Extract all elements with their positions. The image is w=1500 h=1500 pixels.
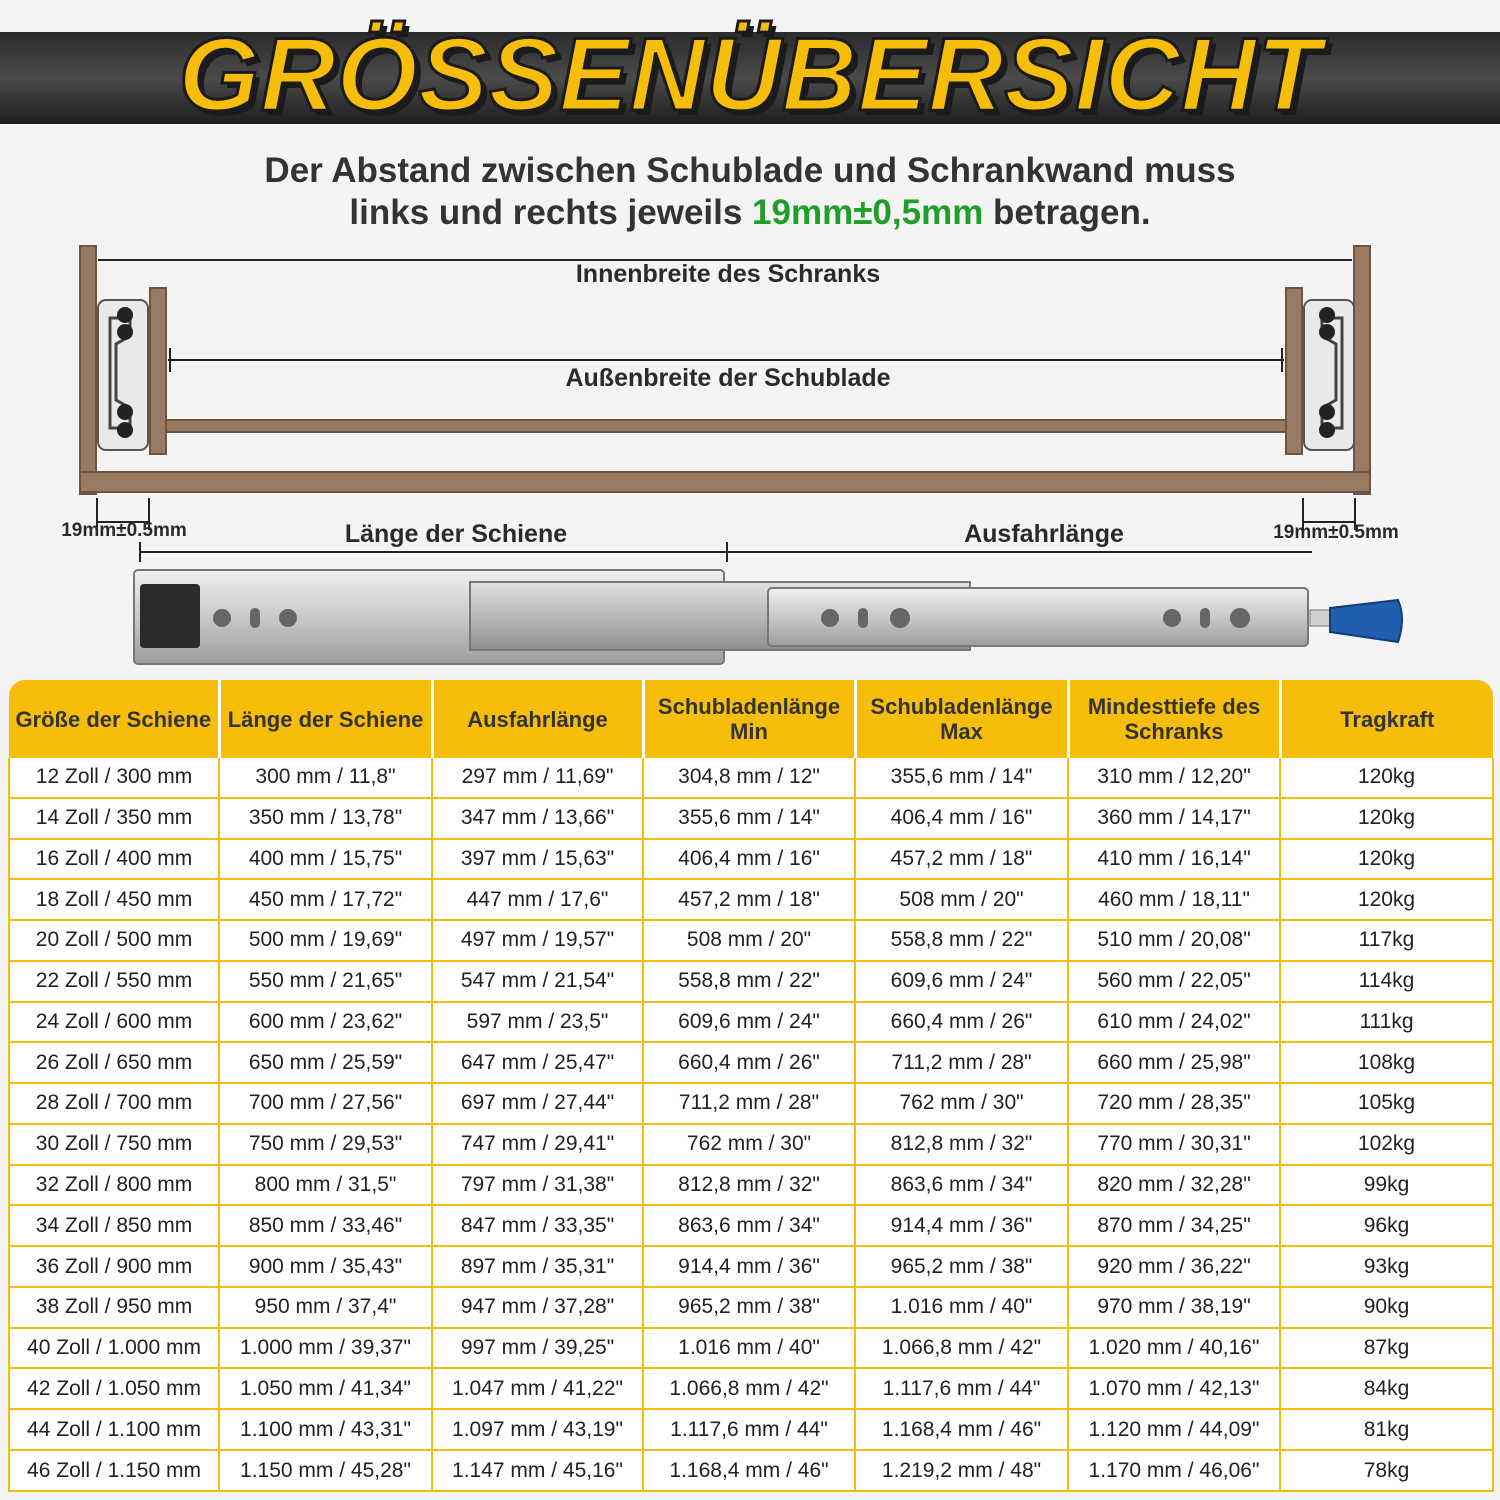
cell-rail-length: 400 mm / 15,75": [219, 839, 432, 880]
subtitle-line-2: [0, 192, 1500, 234]
cell-drawer-max: 609,6 mm / 24": [855, 961, 1068, 1002]
cell-cabinet-depth: 970 mm / 38,19": [1068, 1287, 1280, 1328]
table-row: [9, 961, 1493, 1002]
cell-drawer-max: 914,4 mm / 36": [855, 1205, 1068, 1246]
table-row: [9, 879, 1493, 920]
cell-rail-size: 16 Zoll / 400 mm: [9, 839, 219, 880]
cell-load: 90kg: [1280, 1287, 1493, 1328]
table-row: [9, 839, 1493, 880]
gap-highlight: 19mm±0,5mm: [752, 193, 984, 232]
cell-load: 102kg: [1280, 1124, 1493, 1165]
cell-drawer-min: 1.066,8 mm / 42": [643, 1368, 855, 1409]
cell-rail-length: 600 mm / 23,62": [219, 1002, 432, 1043]
cell-rail-length: 1.050 mm / 41,34": [219, 1368, 432, 1409]
rail-profile-right-icon: [1304, 300, 1354, 450]
cell-drawer-max: 1.219,2 mm / 48": [855, 1450, 1068, 1491]
cell-drawer-max: 457,2 mm / 18": [855, 839, 1068, 880]
cell-extension: 497 mm / 19,57": [432, 920, 643, 961]
cell-drawer-min: 914,4 mm / 36": [643, 1246, 855, 1287]
table-row: [9, 920, 1493, 961]
cell-rail-size: 30 Zoll / 750 mm: [9, 1124, 219, 1165]
cabinet-wall-left: [80, 246, 96, 494]
cell-drawer-min: 508 mm / 20": [643, 920, 855, 961]
cell-rail-size: 32 Zoll / 800 mm: [9, 1165, 219, 1206]
cell-cabinet-depth: 1.070 mm / 42,13": [1068, 1368, 1280, 1409]
table-row: [9, 1124, 1493, 1165]
table-header-row: [9, 680, 1493, 758]
cell-extension: 597 mm / 23,5": [432, 1002, 643, 1043]
table-row: [9, 1205, 1493, 1246]
cell-extension: 797 mm / 31,38": [432, 1165, 643, 1206]
cell-load: 99kg: [1280, 1165, 1493, 1206]
table-row: [9, 1246, 1493, 1287]
cell-rail-length: 850 mm / 33,46": [219, 1205, 432, 1246]
header-rail-size: Größe der Schiene: [9, 680, 219, 758]
cell-drawer-max: 965,2 mm / 38": [855, 1246, 1068, 1287]
cell-rail-length: 750 mm / 29,53": [219, 1124, 432, 1165]
cell-rail-length: 900 mm / 35,43": [219, 1246, 432, 1287]
cell-cabinet-depth: 1.170 mm / 46,06": [1068, 1450, 1280, 1491]
cell-rail-length: 500 mm / 19,69": [219, 920, 432, 961]
table-row: [9, 1450, 1493, 1491]
cell-rail-size: 22 Zoll / 550 mm: [9, 961, 219, 1002]
cell-extension: 1.147 mm / 45,16": [432, 1450, 643, 1491]
cell-load: 87kg: [1280, 1328, 1493, 1369]
cell-drawer-min: 1.016 mm / 40": [643, 1328, 855, 1369]
header-rail-length: Länge der Schiene: [219, 680, 432, 758]
cell-drawer-max: 1.066,8 mm / 42": [855, 1328, 1068, 1369]
cell-drawer-min: 660,4 mm / 26": [643, 1042, 855, 1083]
cell-drawer-max: 762 mm / 30": [855, 1083, 1068, 1124]
cell-drawer-max: 863,6 mm / 34": [855, 1165, 1068, 1206]
cell-rail-length: 300 mm / 11,8": [219, 758, 432, 798]
table-row: [9, 798, 1493, 839]
cell-cabinet-depth: 920 mm / 36,22": [1068, 1246, 1280, 1287]
drawer-slide-illustration: [0, 560, 1500, 670]
cell-rail-size: 20 Zoll / 500 mm: [9, 920, 219, 961]
cell-cabinet-depth: 560 mm / 22,05": [1068, 961, 1280, 1002]
table-row: [9, 1328, 1493, 1369]
cell-drawer-max: 355,6 mm / 14": [855, 758, 1068, 798]
cell-rail-size: 46 Zoll / 1.150 mm: [9, 1450, 219, 1491]
cell-extension: 897 mm / 35,31": [432, 1246, 643, 1287]
table-row: [9, 1409, 1493, 1450]
cell-rail-size: 42 Zoll / 1.050 mm: [9, 1368, 219, 1409]
cell-drawer-max: 508 mm / 20": [855, 879, 1068, 920]
table-row: [9, 1287, 1493, 1328]
cell-extension: 997 mm / 39,25": [432, 1328, 643, 1369]
inner-width-label: Innenbreite des Schranks: [575, 260, 881, 288]
cell-extension: 747 mm / 29,41": [432, 1124, 643, 1165]
gap-right-label: 19mm±0.5mm: [1273, 522, 1399, 543]
cell-drawer-min: 711,2 mm / 28": [643, 1083, 855, 1124]
cell-cabinet-depth: 720 mm / 28,35": [1068, 1083, 1280, 1124]
cell-drawer-min: 1.117,6 mm / 44": [643, 1409, 855, 1450]
cell-drawer-min: 762 mm / 30": [643, 1124, 855, 1165]
outer-width-label: Außenbreite der Schublade: [565, 364, 891, 392]
header-drawer-length-min: Schubladenlänge Min: [643, 680, 855, 758]
header-min-cabinet-depth: Mindesttiefe des Schranks: [1068, 680, 1280, 758]
cell-load: 120kg: [1280, 879, 1493, 920]
header-drawer-length-max: Schubladenlänge Max: [855, 680, 1068, 758]
cell-extension: 1.047 mm / 41,22": [432, 1368, 643, 1409]
drawer-bottom: [166, 420, 1286, 432]
extension-label: Ausfahrlänge: [964, 520, 1124, 548]
cell-drawer-max: 1.168,4 mm / 46": [855, 1409, 1068, 1450]
cell-drawer-min: 558,8 mm / 22": [643, 961, 855, 1002]
cell-load: 120kg: [1280, 839, 1493, 880]
cell-extension: 647 mm / 25,47": [432, 1042, 643, 1083]
cell-rail-length: 550 mm / 21,65": [219, 961, 432, 1002]
cell-load: 78kg: [1280, 1450, 1493, 1491]
subtitle-line-2-end: betragen.: [983, 193, 1151, 232]
cell-drawer-min: 863,6 mm / 34": [643, 1205, 855, 1246]
cell-drawer-min: 609,6 mm / 24": [643, 1002, 855, 1043]
table-row: [9, 1083, 1493, 1124]
cabinet-diagram: [0, 240, 1500, 570]
page-title: GRÖSSENÜBERSICHT: [178, 17, 1322, 133]
cell-drawer-min: 965,2 mm / 38": [643, 1287, 855, 1328]
cell-rail-length: 800 mm / 31,5": [219, 1165, 432, 1206]
release-lever-icon: [1330, 600, 1402, 642]
cell-rail-size: 12 Zoll / 300 mm: [9, 758, 219, 798]
cell-extension: 547 mm / 21,54": [432, 961, 643, 1002]
subtitle: [0, 150, 1500, 234]
table-row: [9, 1002, 1493, 1043]
cell-load: 117kg: [1280, 920, 1493, 961]
cabinet-bottom: [80, 472, 1370, 492]
cell-rail-size: 14 Zoll / 350 mm: [9, 798, 219, 839]
cell-load: 84kg: [1280, 1368, 1493, 1409]
subtitle-line-2-start: links und rechts jeweils: [349, 193, 753, 232]
drawer-side-left: [150, 288, 166, 454]
cell-drawer-max: 406,4 mm / 16": [855, 798, 1068, 839]
cell-drawer-max: 812,8 mm / 32": [855, 1124, 1068, 1165]
cell-rail-length: 1.100 mm / 43,31": [219, 1409, 432, 1450]
cell-rail-length: 450 mm / 17,72": [219, 879, 432, 920]
cell-extension: 1.097 mm / 43,19": [432, 1409, 643, 1450]
cell-cabinet-depth: 410 mm / 16,14": [1068, 839, 1280, 880]
header-load-capacity: Tragkraft: [1280, 680, 1493, 758]
rail-end-clip-icon: [140, 584, 200, 648]
cell-load: 93kg: [1280, 1246, 1493, 1287]
cell-drawer-max: 1.016 mm / 40": [855, 1287, 1068, 1328]
cell-cabinet-depth: 510 mm / 20,08": [1068, 920, 1280, 961]
cell-rail-length: 650 mm / 25,59": [219, 1042, 432, 1083]
cell-load: 114kg: [1280, 961, 1493, 1002]
cell-drawer-min: 304,8 mm / 12": [643, 758, 855, 798]
cell-drawer-min: 1.168,4 mm / 46": [643, 1450, 855, 1491]
cell-cabinet-depth: 820 mm / 32,28": [1068, 1165, 1280, 1206]
rail-profile-left-icon: [98, 300, 148, 450]
gap-left-label: 19mm±0.5mm: [61, 520, 187, 541]
cell-cabinet-depth: 460 mm / 18,11": [1068, 879, 1280, 920]
cell-drawer-max: 558,8 mm / 22": [855, 920, 1068, 961]
cell-cabinet-depth: 1.020 mm / 40,16": [1068, 1328, 1280, 1369]
cell-load: 81kg: [1280, 1409, 1493, 1450]
cell-rail-size: 38 Zoll / 950 mm: [9, 1287, 219, 1328]
cell-drawer-max: 660,4 mm / 26": [855, 1002, 1068, 1043]
cell-cabinet-depth: 360 mm / 14,17": [1068, 798, 1280, 839]
cell-drawer-min: 812,8 mm / 32": [643, 1165, 855, 1206]
cell-load: 108kg: [1280, 1042, 1493, 1083]
cell-drawer-min: 355,6 mm / 14": [643, 798, 855, 839]
cell-extension: 697 mm / 27,44": [432, 1083, 643, 1124]
cell-extension: 347 mm / 13,66": [432, 798, 643, 839]
cell-rail-length: 950 mm / 37,4": [219, 1287, 432, 1328]
table-row: [9, 1042, 1493, 1083]
cell-load: 96kg: [1280, 1205, 1493, 1246]
cell-rail-length: 1.000 mm / 39,37": [219, 1328, 432, 1369]
cell-load: 105kg: [1280, 1083, 1493, 1124]
drawer-side-right: [1286, 288, 1302, 454]
cell-load: 120kg: [1280, 758, 1493, 798]
cell-rail-length: 1.150 mm / 45,28": [219, 1450, 432, 1491]
cell-extension: 847 mm / 33,35": [432, 1205, 643, 1246]
cell-drawer-max: 1.117,6 mm / 44": [855, 1368, 1068, 1409]
cell-extension: 297 mm / 11,69": [432, 758, 643, 798]
cell-rail-length: 350 mm / 13,78": [219, 798, 432, 839]
cell-cabinet-depth: 310 mm / 12,20": [1068, 758, 1280, 798]
cell-rail-size: 34 Zoll / 850 mm: [9, 1205, 219, 1246]
cell-load: 111kg: [1280, 1002, 1493, 1043]
cell-rail-size: 44 Zoll / 1.100 mm: [9, 1409, 219, 1450]
cell-rail-length: 700 mm / 27,56": [219, 1083, 432, 1124]
cell-rail-size: 24 Zoll / 600 mm: [9, 1002, 219, 1043]
cell-rail-size: 36 Zoll / 900 mm: [9, 1246, 219, 1287]
cell-drawer-min: 457,2 mm / 18": [643, 879, 855, 920]
cell-drawer-min: 406,4 mm / 16": [643, 839, 855, 880]
cabinet-wall-right: [1354, 246, 1370, 494]
cell-extension: 447 mm / 17,6": [432, 879, 643, 920]
cell-extension: 947 mm / 37,28": [432, 1287, 643, 1328]
cell-rail-size: 40 Zoll / 1.000 mm: [9, 1328, 219, 1369]
cell-rail-size: 26 Zoll / 650 mm: [9, 1042, 219, 1083]
cell-drawer-max: 711,2 mm / 28": [855, 1042, 1068, 1083]
subtitle-line-1: Der Abstand zwischen Schublade und Schrankwand muss: [264, 151, 1236, 190]
cell-cabinet-depth: 1.120 mm / 44,09": [1068, 1409, 1280, 1450]
size-table: [8, 680, 1494, 1492]
header-extension: Ausfahrlänge: [432, 680, 643, 758]
cell-cabinet-depth: 870 mm / 34,25": [1068, 1205, 1280, 1246]
table-row: [9, 758, 1493, 798]
cell-rail-size: 18 Zoll / 450 mm: [9, 879, 219, 920]
cell-cabinet-depth: 610 mm / 24,02": [1068, 1002, 1280, 1043]
table-body: [9, 758, 1493, 1491]
cell-cabinet-depth: 770 mm / 30,31": [1068, 1124, 1280, 1165]
table-row: [9, 1368, 1493, 1409]
table-row: [9, 1165, 1493, 1206]
cell-load: 120kg: [1280, 798, 1493, 839]
rail-length-label: Länge der Schiene: [344, 520, 568, 548]
cell-rail-size: 28 Zoll / 700 mm: [9, 1083, 219, 1124]
cell-extension: 397 mm / 15,63": [432, 839, 643, 880]
cell-cabinet-depth: 660 mm / 25,98": [1068, 1042, 1280, 1083]
